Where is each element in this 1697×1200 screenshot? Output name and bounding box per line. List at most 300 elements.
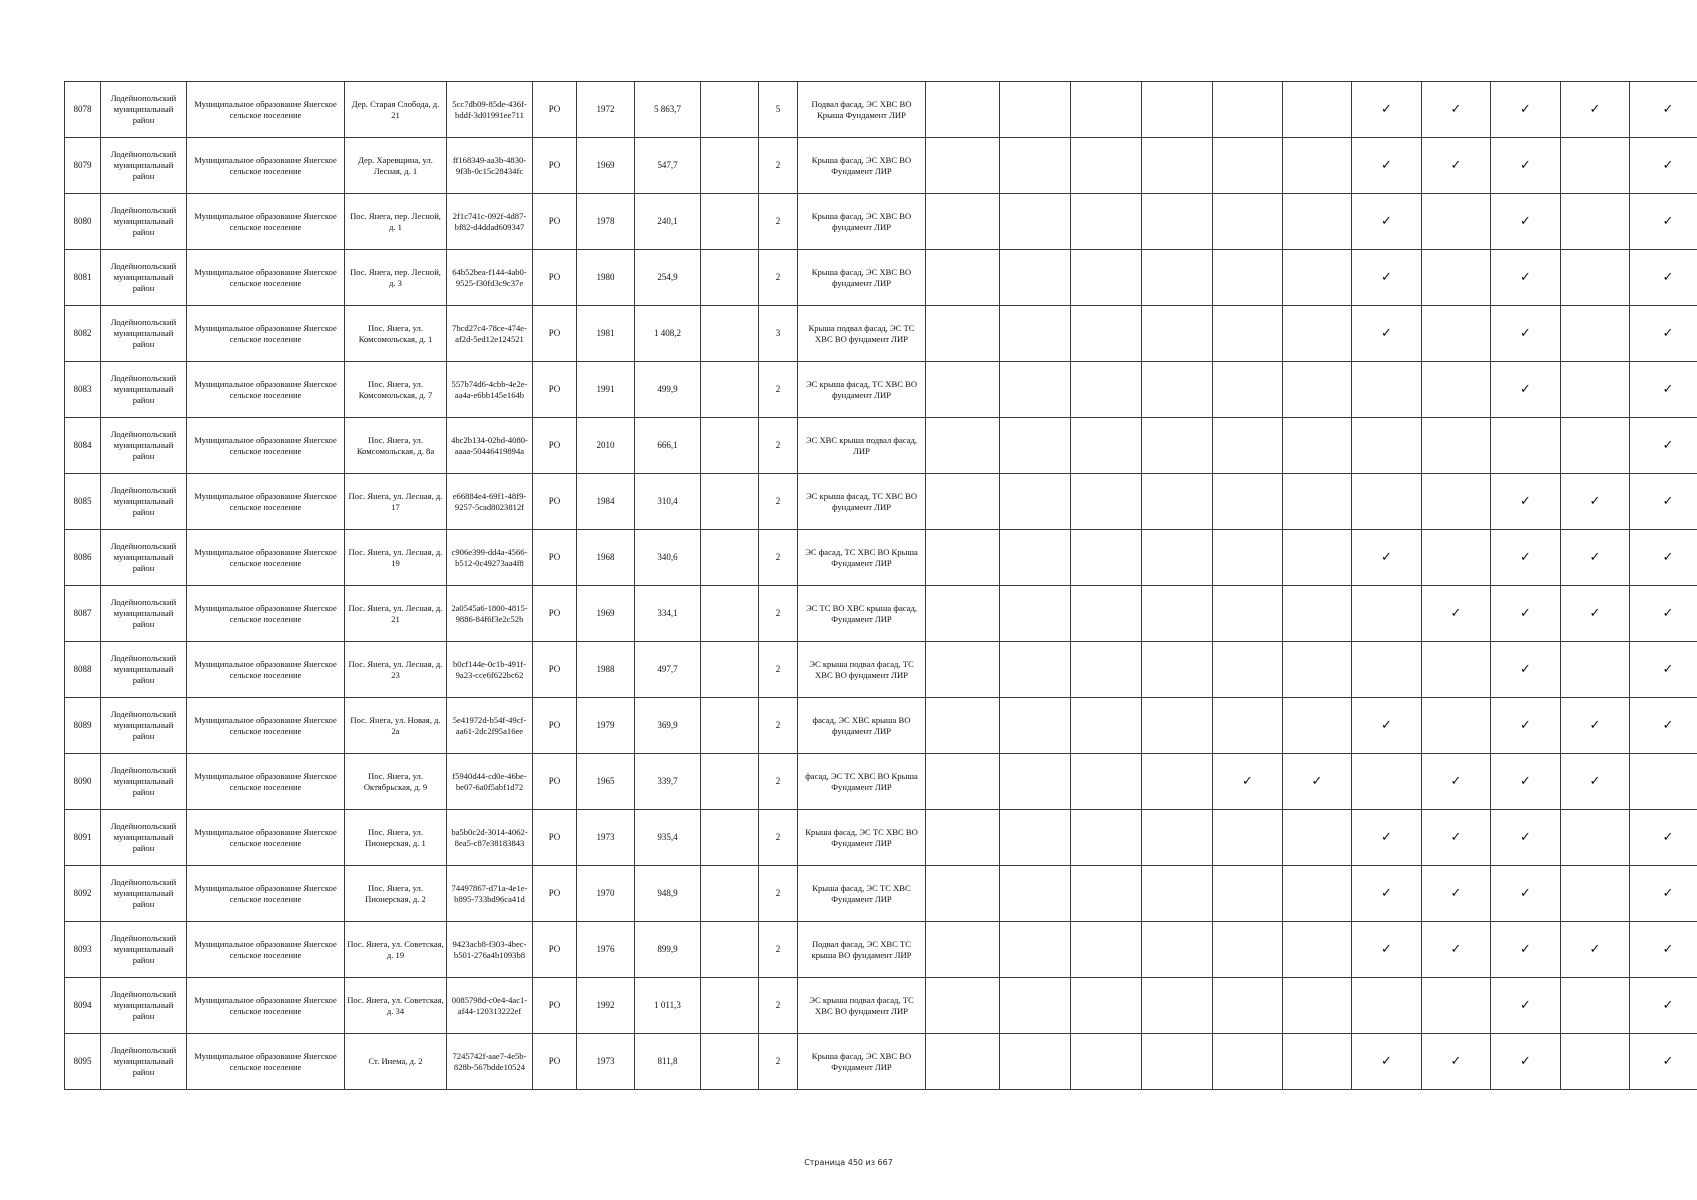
cell-address: Пос. Янега, ул. Комсомольская, д. 8а [345,418,447,474]
cell-id: 8078 [65,82,101,138]
cell-guid: 557b74d6-4cbb-4e2e-aa4a-e6bb145e164b [447,362,533,418]
cell-area: 254,9 [635,250,701,306]
cell-floors: 5 [759,82,798,138]
cell-district: Лодейнопольский муниципальный район [101,82,187,138]
check-cell [1142,138,1213,194]
check-cell: ✓ [1491,194,1561,250]
check-cell: ✓ [1630,1034,1697,1090]
cell-form: РО [533,362,577,418]
cell-address: Пос. Янега, ул. Советская, д. 34 [345,978,447,1034]
cell-district: Лодейнопольский муниципальный район [101,362,187,418]
check-cell [1142,306,1213,362]
check-cell [1422,362,1491,418]
check-cell [926,978,1000,1034]
cell-floors: 2 [759,474,798,530]
check-cell [1071,866,1142,922]
check-cell: ✓ [1491,698,1561,754]
cell-form: РО [533,82,577,138]
cell-area: 339,7 [635,754,701,810]
table-row [65,250,1697,306]
cell-form: РО [533,866,577,922]
check-cell [1142,922,1213,978]
cell-guid: ba5b0c2d-3014-4062-8ea5-c87e38183843 [447,810,533,866]
cell-form: РО [533,306,577,362]
check-cell [1422,306,1491,362]
check-cell [1352,474,1422,530]
cell-id: 8089 [65,698,101,754]
cell-works: ЭС крыша фасад, ТС ХВС ВО фундамент ЛИР [798,474,926,530]
check-cell [1561,642,1630,698]
check-cell: ✓ [1630,922,1697,978]
table-body [65,82,1697,1090]
cell-floors: 2 [759,754,798,810]
check-cell [1142,978,1213,1034]
check-cell [1352,418,1422,474]
cell-floors: 2 [759,978,798,1034]
cell-form: РО [533,922,577,978]
cell-area: 5 863,7 [635,82,701,138]
check-cell [1283,978,1352,1034]
check-cell [1142,194,1213,250]
cell-district: Лодейнопольский муниципальный район [101,978,187,1034]
check-cell: ✓ [1630,194,1697,250]
cell-municipality: Муниципальное образование Янегское сельское поселение [187,306,345,362]
check-cell: ✓ [1422,922,1491,978]
check-cell [1071,306,1142,362]
check-cell: ✓ [1561,698,1630,754]
cell-blank [701,866,759,922]
check-cell [1213,698,1283,754]
check-cell [1213,306,1283,362]
cell-year: 1991 [577,362,635,418]
check-cell [1071,754,1142,810]
check-cell [1000,978,1071,1034]
check-cell [926,922,1000,978]
check-cell [1213,642,1283,698]
cell-id: 8087 [65,586,101,642]
cell-floors: 3 [759,306,798,362]
table-row [65,978,1697,1034]
cell-municipality: Муниципальное образование Янегское сельское поселение [187,1034,345,1090]
cell-form: РО [533,1034,577,1090]
cell-address: Пос. Янега, ул. Лесная, д. 23 [345,642,447,698]
check-cell: ✓ [1491,362,1561,418]
cell-id: 8088 [65,642,101,698]
check-cell [1071,810,1142,866]
check-cell [1000,138,1071,194]
cell-id: 8081 [65,250,101,306]
check-cell [1213,138,1283,194]
check-cell: ✓ [1561,474,1630,530]
cell-form: РО [533,250,577,306]
cell-municipality: Муниципальное образование Янегское сельское поселение [187,642,345,698]
check-cell [1142,1034,1213,1090]
cell-guid: b0cf144e-0c1b-491f-9a23-cce6f622bc62 [447,642,533,698]
check-cell [1283,642,1352,698]
cell-municipality: Муниципальное образование Янегское сельское поселение [187,194,345,250]
check-cell [1071,642,1142,698]
check-cell [1213,194,1283,250]
check-cell [1213,418,1283,474]
check-cell: ✓ [1630,978,1697,1034]
check-cell [1561,306,1630,362]
cell-floors: 2 [759,418,798,474]
check-cell [1630,754,1697,810]
cell-form: РО [533,138,577,194]
cell-municipality: Муниципальное образование Янегское сельское поселение [187,138,345,194]
check-cell: ✓ [1491,586,1561,642]
cell-district: Лодейнопольский муниципальный район [101,474,187,530]
check-cell [1352,586,1422,642]
check-cell: ✓ [1352,698,1422,754]
check-cell [1352,642,1422,698]
table-row [65,922,1697,978]
cell-floors: 2 [759,194,798,250]
cell-year: 1973 [577,1034,635,1090]
cell-floors: 2 [759,138,798,194]
check-cell: ✓ [1422,754,1491,810]
check-cell [1283,922,1352,978]
cell-works: Крыша подвал фасад, ЭС ТС ХВС ВО фундамент ЛИР [798,306,926,362]
cell-form: РО [533,698,577,754]
check-cell [926,138,1000,194]
cell-district: Лодейнопольский муниципальный район [101,586,187,642]
cell-guid: 7245742f-aae7-4e5b-828b-567bdde10524 [447,1034,533,1090]
check-cell: ✓ [1422,138,1491,194]
check-cell [926,82,1000,138]
cell-blank [701,474,759,530]
cell-works: ЭС ТС ВО ХВС крыша фасад, Фундамент ЛИР [798,586,926,642]
cell-floors: 2 [759,250,798,306]
check-cell [1000,754,1071,810]
check-cell: ✓ [1491,866,1561,922]
check-cell: ✓ [1561,82,1630,138]
table-row [65,138,1697,194]
cell-area: 499,9 [635,362,701,418]
check-cell: ✓ [1352,922,1422,978]
check-cell [1283,306,1352,362]
cell-area: 899,9 [635,922,701,978]
check-cell [1071,138,1142,194]
cell-municipality: Муниципальное образование Янегское сельское поселение [187,810,345,866]
check-cell [1283,474,1352,530]
cell-blank [701,250,759,306]
check-cell: ✓ [1352,1034,1422,1090]
check-cell: ✓ [1422,810,1491,866]
check-cell [1491,418,1561,474]
cell-address: Пос. Янега, пер. Лесной, д. 1 [345,194,447,250]
cell-guid: 9423acb8-f303-4bec-b501-276a4b1093b8 [447,922,533,978]
check-cell [1000,698,1071,754]
check-cell [1283,1034,1352,1090]
cell-blank [701,754,759,810]
page-number: Страница 450 из 667 [804,1158,893,1167]
check-cell [1000,866,1071,922]
check-cell [1561,138,1630,194]
cell-year: 1968 [577,530,635,586]
cell-blank [701,362,759,418]
cell-address: Пос. Янега, пер. Лесной, д. 3 [345,250,447,306]
check-cell: ✓ [1630,362,1697,418]
check-cell: ✓ [1352,306,1422,362]
check-cell: ✓ [1630,866,1697,922]
cell-floors: 2 [759,642,798,698]
check-cell [1561,362,1630,418]
check-cell [926,362,1000,418]
cell-works: Крыша фасад, ЭС ТС ХВС ВО Фундамент ЛИР [798,810,926,866]
cell-guid: 4bc2b134-02bd-4080-aaaa-50446419894a [447,418,533,474]
cell-blank [701,586,759,642]
cell-municipality: Муниципальное образование Янегское сельское поселение [187,250,345,306]
check-cell [1142,530,1213,586]
table-row [65,754,1697,810]
cell-year: 1976 [577,922,635,978]
check-cell: ✓ [1491,810,1561,866]
cell-id: 8085 [65,474,101,530]
cell-blank [701,530,759,586]
cell-guid: f5940d44-cd0e-46be-be07-6a0f5abf1d72 [447,754,533,810]
check-cell [1071,530,1142,586]
cell-id: 8092 [65,866,101,922]
cell-blank [701,978,759,1034]
check-cell [1000,530,1071,586]
cell-area: 310,4 [635,474,701,530]
cell-year: 1992 [577,978,635,1034]
cell-guid: 0085798d-c0e4-4ac1-af44-120313222ef [447,978,533,1034]
cell-address: Пос. Янега, ул. Лесная, д. 21 [345,586,447,642]
cell-area: 547,7 [635,138,701,194]
table-row [65,306,1697,362]
check-cell: ✓ [1352,138,1422,194]
cell-municipality: Муниципальное образование Янегское сельское поселение [187,922,345,978]
check-cell [1000,586,1071,642]
cell-works: Крыша фасад, ЭС ХВС ВО фундамент ЛИР [798,250,926,306]
table-row [65,642,1697,698]
check-cell [1561,194,1630,250]
check-cell [1283,866,1352,922]
check-cell [1142,866,1213,922]
cell-blank [701,138,759,194]
check-cell [1422,474,1491,530]
table-row [65,194,1697,250]
check-cell [1213,922,1283,978]
check-cell [1213,978,1283,1034]
check-cell [1000,642,1071,698]
cell-form: РО [533,810,577,866]
cell-form: РО [533,194,577,250]
check-cell [1213,530,1283,586]
cell-municipality: Муниципальное образование Янегское сельское поселение [187,754,345,810]
check-cell [1142,362,1213,418]
table-row [65,866,1697,922]
cell-municipality: Муниципальное образование Янегское сельское поселение [187,418,345,474]
check-cell [926,698,1000,754]
cell-works: фасад, ЭС ТС ХВС ВО Крыша Фундамент ЛИР [798,754,926,810]
check-cell [1213,250,1283,306]
check-cell [1561,250,1630,306]
check-cell [1283,82,1352,138]
cell-works: фасад, ЭС ХВС крыша ВО фундамент ЛИР [798,698,926,754]
check-cell: ✓ [1630,250,1697,306]
cell-form: РО [533,642,577,698]
cell-form: РО [533,474,577,530]
check-cell [926,1034,1000,1090]
cell-municipality: Муниципальное образование Янегское сельское поселение [187,362,345,418]
cell-guid: ff168349-aa3b-4830-9f3b-0c15c28434fc [447,138,533,194]
check-cell [1422,250,1491,306]
cell-works: Крыша фасад, ЭС ХВС ВО Фундамент ЛИР [798,138,926,194]
cell-area: 811,8 [635,1034,701,1090]
cell-id: 8080 [65,194,101,250]
check-cell [1000,418,1071,474]
check-cell [1422,418,1491,474]
check-cell [1071,586,1142,642]
cell-floors: 2 [759,866,798,922]
cell-year: 1978 [577,194,635,250]
check-cell: ✓ [1491,250,1561,306]
cell-municipality: Муниципальное образование Янегское сельское поселение [187,586,345,642]
cell-works: ЭС крыша подвал фасад, ТС ХВС ВО фундамент ЛИР [798,978,926,1034]
cell-works: Подвал фасад, ЭС ХВС ТС крыша ВО фундамент ЛИР [798,922,926,978]
check-cell: ✓ [1630,530,1697,586]
check-cell: ✓ [1630,474,1697,530]
check-cell: ✓ [1561,754,1630,810]
cell-district: Лодейнопольский муниципальный район [101,754,187,810]
check-cell [926,418,1000,474]
check-cell: ✓ [1491,474,1561,530]
check-cell: ✓ [1491,138,1561,194]
cell-area: 935,4 [635,810,701,866]
check-cell [1000,474,1071,530]
check-cell [926,194,1000,250]
check-cell [1283,194,1352,250]
check-cell [926,530,1000,586]
check-cell [1000,82,1071,138]
cell-district: Лодейнопольский муниципальный район [101,530,187,586]
table-row [65,698,1697,754]
check-cell [1142,586,1213,642]
check-cell: ✓ [1491,922,1561,978]
check-cell [1561,866,1630,922]
cell-floors: 2 [759,1034,798,1090]
cell-works: Крыша фасад, ЭС ТС ХВС Фундамент ЛИР [798,866,926,922]
check-cell: ✓ [1630,642,1697,698]
check-cell [926,250,1000,306]
check-cell [926,642,1000,698]
cell-floors: 2 [759,698,798,754]
check-cell [1283,586,1352,642]
cell-id: 8082 [65,306,101,362]
check-cell: ✓ [1491,82,1561,138]
cell-year: 1969 [577,586,635,642]
cell-blank [701,1034,759,1090]
check-cell [1213,362,1283,418]
cell-address: Пос. Янега, ул. Комсомольская, д. 1 [345,306,447,362]
check-cell [1071,978,1142,1034]
cell-floors: 2 [759,810,798,866]
cell-year: 1973 [577,810,635,866]
cell-district: Лодейнопольский муниципальный район [101,250,187,306]
cell-area: 240,1 [635,194,701,250]
check-cell [1071,82,1142,138]
cell-id: 8091 [65,810,101,866]
check-cell [1000,250,1071,306]
check-cell: ✓ [1491,1034,1561,1090]
check-cell: ✓ [1422,586,1491,642]
cell-guid: c906e399-dd4a-4566-b512-0c49273aa4f8 [447,530,533,586]
check-cell [1071,474,1142,530]
cell-form: РО [533,418,577,474]
cell-blank [701,418,759,474]
cell-address: Пос. Янега, ул. Комсомольская, д. 7 [345,362,447,418]
cell-address: Пос. Янега, ул. Лесная, д. 19 [345,530,447,586]
check-cell [1422,978,1491,1034]
cell-address: Пос. Янега, ул. Новая, д. 2а [345,698,447,754]
check-cell [1071,362,1142,418]
check-cell [1000,194,1071,250]
cell-year: 1970 [577,866,635,922]
check-cell: ✓ [1630,698,1697,754]
check-cell [1213,82,1283,138]
check-cell [1142,82,1213,138]
cell-municipality: Муниципальное образование Янегское сельское поселение [187,866,345,922]
cell-district: Лодейнопольский муниципальный район [101,418,187,474]
check-cell: ✓ [1352,250,1422,306]
cell-municipality: Муниципальное образование Янегское сельское поселение [187,82,345,138]
cell-district: Лодейнопольский муниципальный район [101,194,187,250]
cell-district: Лодейнопольский муниципальный район [101,866,187,922]
check-cell [1561,978,1630,1034]
check-cell [1352,362,1422,418]
cell-works: Крыша фасад, ЭС ХВС ВО Фундамент ЛИР [798,1034,926,1090]
cell-district: Лодейнопольский муниципальный район [101,1034,187,1090]
check-cell [1071,418,1142,474]
check-cell [1283,810,1352,866]
check-cell [926,866,1000,922]
cell-year: 1972 [577,82,635,138]
cell-area: 497,7 [635,642,701,698]
cell-guid: 5cc7db09-85de-436f-bddf-3d01991ee711 [447,82,533,138]
cell-id: 8090 [65,754,101,810]
cell-municipality: Муниципальное образование Янегское сельское поселение [187,530,345,586]
housing-register-table [64,81,1697,1090]
cell-year: 1969 [577,138,635,194]
cell-district: Лодейнопольский муниципальный район [101,138,187,194]
cell-form: РО [533,530,577,586]
cell-guid: 2f1c741c-092f-4d87-bf82-d4ddad609347 [447,194,533,250]
cell-guid: 5e41972d-b54f-49cf-aa61-2dc2f95a16ee [447,698,533,754]
check-cell: ✓ [1630,306,1697,362]
check-cell [1213,866,1283,922]
cell-works: ЭС ХВС крыша подвал фасад, ЛИР [798,418,926,474]
check-cell: ✓ [1422,1034,1491,1090]
check-cell [926,754,1000,810]
cell-form: РО [533,754,577,810]
check-cell: ✓ [1213,754,1283,810]
check-cell [1561,418,1630,474]
cell-id: 8083 [65,362,101,418]
cell-municipality: Муниципальное образование Янегское сельское поселение [187,978,345,1034]
check-cell [1352,754,1422,810]
cell-floors: 2 [759,922,798,978]
table-row [65,810,1697,866]
cell-works: Подвал фасад, ЭС ХВС ВО Крыша Фундамент ЛИР [798,82,926,138]
check-cell [1000,1034,1071,1090]
check-cell: ✓ [1352,530,1422,586]
cell-address: Пос. Янега, ул. Пионерская, д. 2 [345,866,447,922]
cell-guid: 64b52bea-f144-4ab0-9525-f30fd3c9c37e [447,250,533,306]
check-cell [926,810,1000,866]
